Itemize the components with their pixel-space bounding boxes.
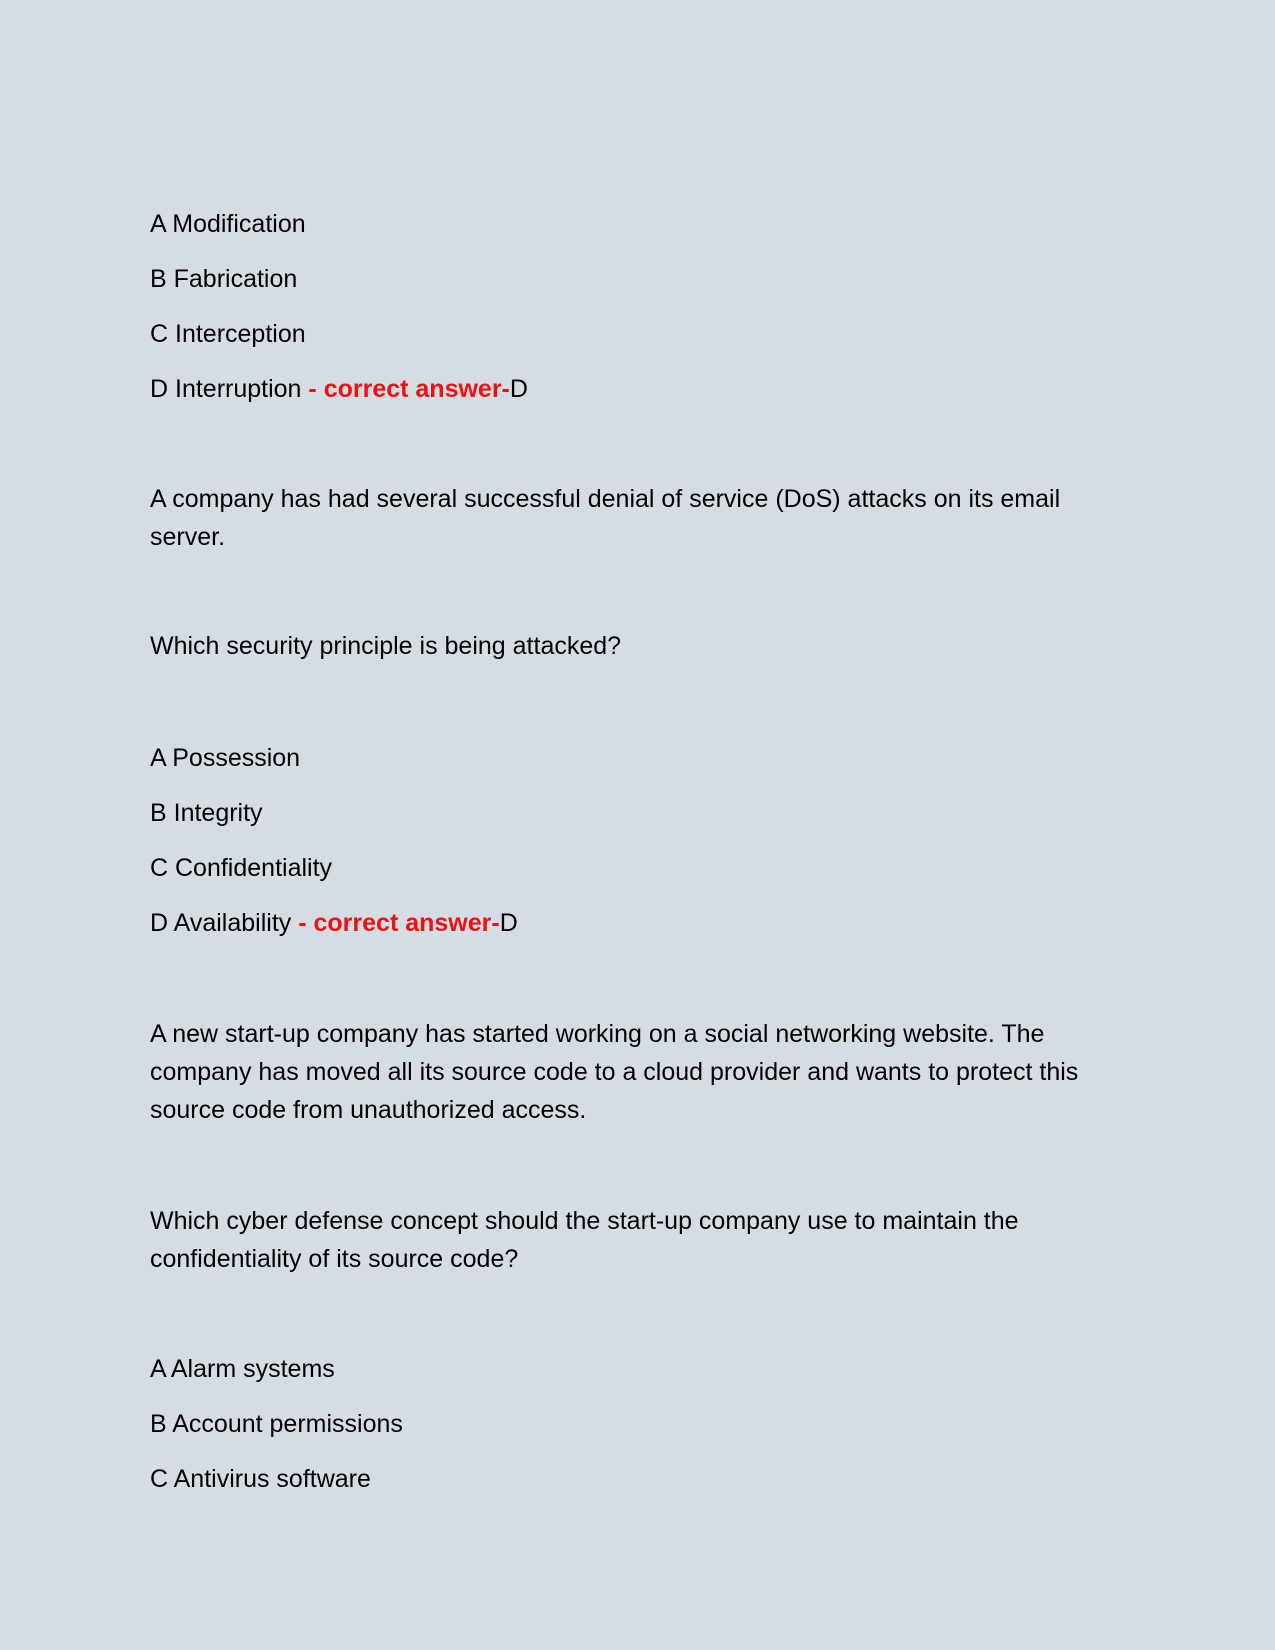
q1-option-a: A Modification bbox=[150, 210, 306, 238]
q2-answer: D bbox=[499, 909, 518, 937]
q1-answer: D bbox=[509, 375, 528, 403]
q1-correct-marker: - correct answer- bbox=[308, 375, 510, 403]
q2-stem: A company has had several successful denial of service (DoS) attacks on its email server. bbox=[150, 485, 1061, 551]
q3-option-c: C Antivirus software bbox=[150, 1465, 371, 1493]
q2-option-b: B Integrity bbox=[150, 799, 263, 827]
q3-option-a: A Alarm systems bbox=[150, 1355, 335, 1383]
q2-option-d-line bbox=[150, 904, 518, 942]
q2-prompt: Which security principle is being attacked? bbox=[150, 632, 622, 660]
q1-option-d: D Interruption bbox=[150, 375, 302, 403]
q3-option-b: B Account permissions bbox=[150, 1410, 403, 1438]
q1-option-b: B Fabrication bbox=[150, 265, 298, 293]
q2-correct-marker: - correct answer- bbox=[298, 909, 500, 937]
q2-option-d: D Availability bbox=[150, 909, 292, 937]
q3-prompt: Which cyber defense concept should the start-up company use to maintain the confidentiality of its source code? bbox=[150, 1207, 1019, 1273]
q3-stem: A new start-up company has started working on a social networking website. The company has moved all its source code to a cloud provider and wants to protect this source code from unauthorized access. bbox=[150, 1020, 1079, 1124]
q2-option-a: A Possession bbox=[150, 744, 301, 772]
q2-option-c: C Confidentiality bbox=[150, 854, 333, 882]
q1-option-c: C Interception bbox=[150, 320, 306, 348]
q1-option-d-line bbox=[150, 370, 528, 408]
